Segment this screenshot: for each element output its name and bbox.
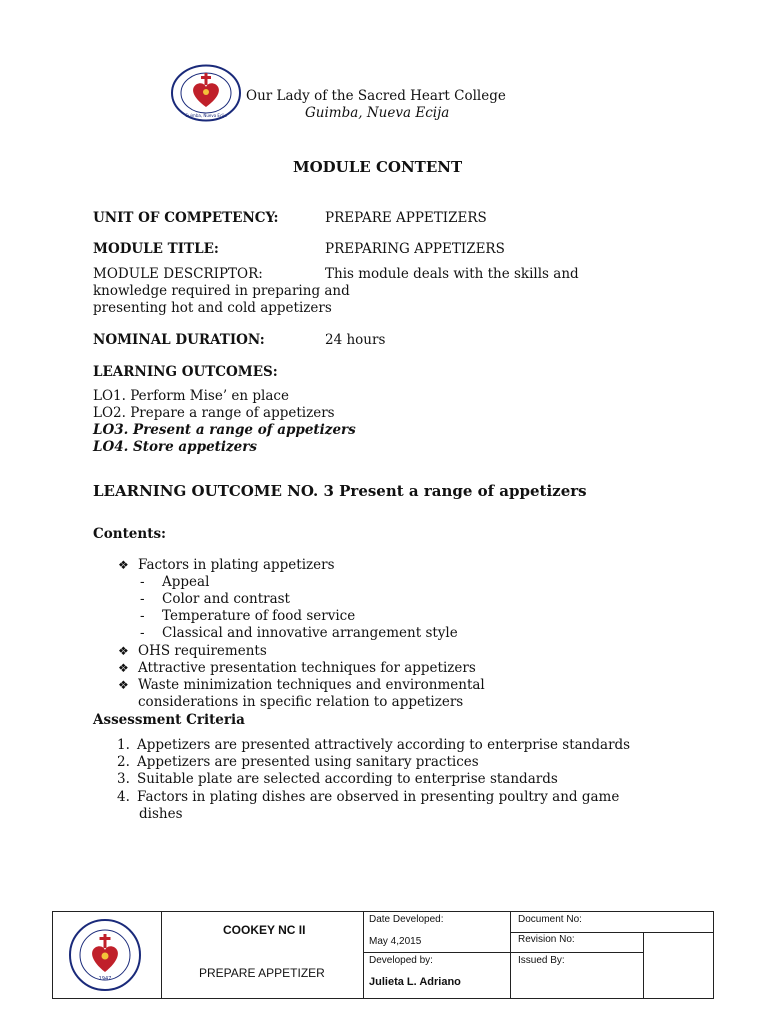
descriptor-line-2: knowledge required in preparing and xyxy=(93,283,350,299)
list-item: 1. Appetizers are presented attractively according to enterprise standards xyxy=(117,737,631,753)
learning-outcome-4: LO4. Store appetizers xyxy=(93,439,257,455)
assessment-heading: Assessment Criteria xyxy=(93,712,245,728)
descriptor-line-3: presenting hot and cold appetizers xyxy=(93,300,332,316)
duration-label: NOMINAL DURATION: xyxy=(93,332,265,348)
developed-by-label: Developed by: xyxy=(369,955,433,966)
developer-name: Julieta L. Adriano xyxy=(369,976,461,988)
list-item: - Appeal xyxy=(140,574,210,590)
diamond-bullet-icon: ❖ xyxy=(118,678,129,692)
date-developed-label: Date Developed: xyxy=(369,914,444,925)
revision-no-label: Revision No: xyxy=(518,934,575,945)
dash-bullet: - xyxy=(140,625,145,641)
learning-outcome-2: LO2. Prepare a range of appetizers xyxy=(93,405,335,421)
issued-by-label: Issued By: xyxy=(518,955,565,966)
date-developed-value: May 4,2015 xyxy=(369,936,422,947)
learning-outcome-heading: LEARNING OUTCOME NO. 3 Present a range of appetizers xyxy=(93,482,587,500)
footer-seal-logo xyxy=(67,918,143,992)
list-item: ❖ Waste minimization techniques and environmental xyxy=(118,677,485,693)
descriptor-line-1: This module deals with the skills and xyxy=(325,266,579,282)
subject-name: PREPARE APPETIZER xyxy=(199,966,325,980)
unit-label: UNIT OF COMPETENCY: xyxy=(93,210,279,226)
college-seal-logo xyxy=(170,64,242,122)
diamond-bullet-icon: ❖ xyxy=(118,644,129,658)
descriptor-label: MODULE DESCRIPTOR: xyxy=(93,266,263,282)
diamond-bullet-icon: ❖ xyxy=(118,558,129,572)
college-location: Guimba, Nueva Ecija xyxy=(305,105,450,121)
unit-value: PREPARE APPETIZERS xyxy=(325,210,487,226)
learning-outcome-3: LO3. Present a range of appetizers xyxy=(93,422,356,438)
contents-heading: Contents: xyxy=(93,526,167,542)
document-no-label: Document No: xyxy=(518,914,582,925)
module-title-label: MODULE TITLE: xyxy=(93,241,219,257)
list-item: - Temperature of food service xyxy=(140,608,356,624)
dash-bullet: - xyxy=(140,608,145,624)
list-item-continuation: dishes xyxy=(139,806,183,822)
svg-text:Guimba, Nueva Ecija: Guimba, Nueva Ecija xyxy=(185,113,227,118)
college-name: Our Lady of the Sacred Heart College xyxy=(246,88,506,104)
list-item: - Classical and innovative arrangement style xyxy=(140,625,458,641)
learning-outcome-1: LO1. Perform Mise’ en place xyxy=(93,388,289,404)
list-item-continuation: considerations in specific relation to appetizers xyxy=(138,694,464,710)
list-item: ❖ Attractive presentation techniques for appetizers xyxy=(118,660,476,676)
learning-outcomes-heading: LEARNING OUTCOMES: xyxy=(93,364,278,380)
document-footer-table xyxy=(52,911,714,999)
svg-text:1947: 1947 xyxy=(98,976,112,982)
list-item: - Color and contrast xyxy=(140,591,290,607)
list-item: ❖ Factors in plating appetizers xyxy=(118,557,335,573)
list-item: 2. Appetizers are presented using sanitary practices xyxy=(117,754,479,770)
course-name: COOKEY NC II xyxy=(223,923,306,937)
list-item: 3. Suitable plate are selected according to enterprise standards xyxy=(117,771,558,787)
duration-value: 24 hours xyxy=(325,332,386,348)
list-item: ❖ OHS requirements xyxy=(118,643,267,659)
page-title: MODULE CONTENT xyxy=(293,158,463,176)
dash-bullet: - xyxy=(140,591,145,607)
module-title-value: PREPARING APPETIZERS xyxy=(325,241,505,257)
dash-bullet: - xyxy=(140,574,145,590)
list-item: 4. Factors in plating dishes are observed in presenting poultry and game xyxy=(117,789,620,805)
diamond-bullet-icon: ❖ xyxy=(118,661,129,675)
